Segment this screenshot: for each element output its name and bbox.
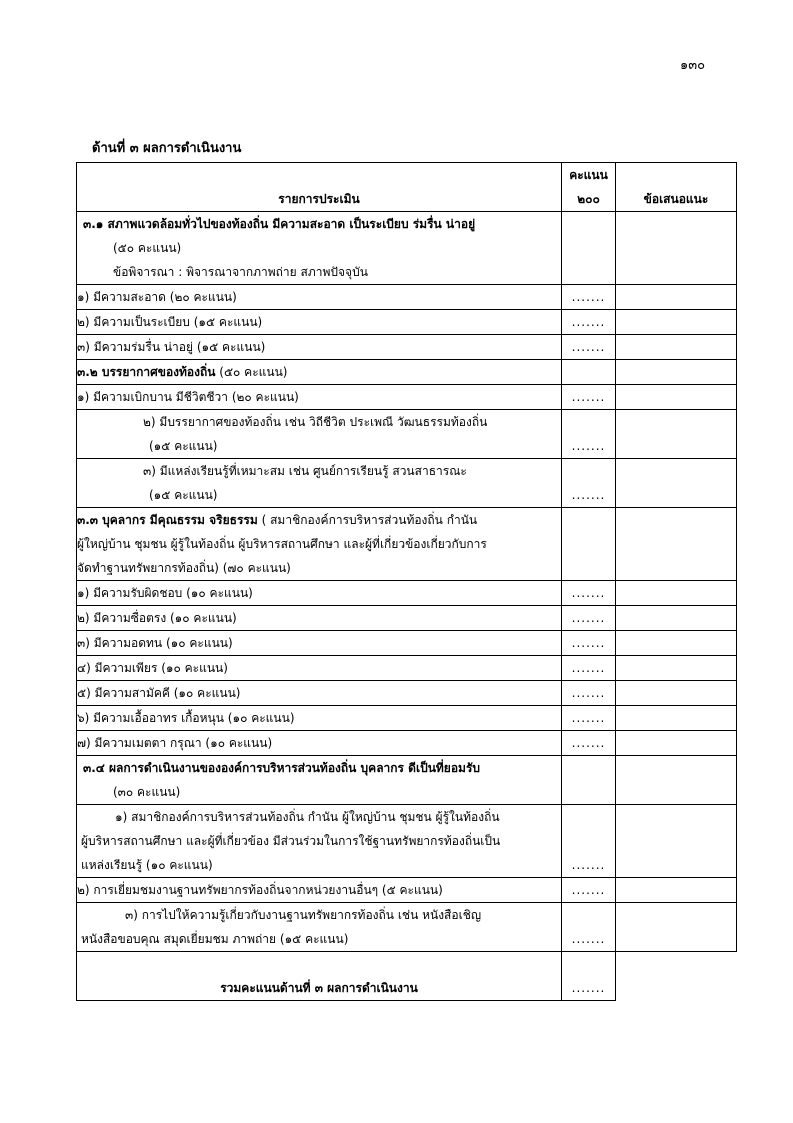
score-field[interactable]: ....... [562,805,616,878]
total-score-field[interactable]: ....... [562,952,616,1001]
table-header-row [77,163,737,212]
suggestion-field[interactable] [616,903,737,952]
header-item: รายการประเมิน [77,163,562,212]
item-line: ๓) การไปให้ความรู้เกี่ยวกับงานฐานทรัพยากรท้องถิ่น เช่น หนังสือเชิญ [125,908,482,922]
table-row [77,385,737,410]
item-line: ๒) มีบรรยากาศของท้องถิ่น เช่น วิถีชีวิต ประเพณี วัฒนธรรมท้องถิ่น [143,415,488,429]
score-field[interactable]: ....... [562,285,616,310]
item-line: หนังสือขอบคุณ สมุดเยี่ยมชม ภาพถ่าย (๑๕ คะแนน) [81,932,349,946]
suggestion-field[interactable] [616,731,737,756]
score-field[interactable]: ....... [562,581,616,606]
item-label: ๖) มีความเอื้ออาทร เกื้อหนุน (๑๐ คะแนน) [77,706,562,731]
score-field[interactable]: ....... [562,459,616,508]
section-heading: ด้านที่ ๓ ผลการดำเนินงาน [92,141,242,156]
suggestion-field[interactable] [616,606,737,631]
section-3-2-title: ๓.๒ บรรยากาศของท้องถิ่น [77,365,216,379]
header-score-total: ๒๐๐ [577,192,600,206]
table-row [77,285,737,310]
table-row [77,410,737,459]
item-label: ๒) มีความเป็นระเบียบ (๑๕ คะแนน) [77,310,562,335]
section-3-2-row [77,360,737,385]
section-3-4-title: ๓.๔ ผลการดำเนินงานขององค์การบริหารส่วนท้องถิ่น บุคลากร ดีเป็นที่ยอมรับ [83,761,481,775]
table-row [77,656,737,681]
page-number: ๑๓๐ [680,58,706,73]
score-field[interactable]: ....... [562,878,616,903]
suggestion-cell [616,756,737,805]
section-3-3-row [77,508,737,581]
suggestion-field[interactable] [616,459,737,508]
table-row [77,878,737,903]
section-3-4-cell [77,756,562,805]
header-suggestion: ข้อเสนอแนะ [616,163,737,212]
table-row [77,805,737,878]
suggestion-field[interactable] [616,581,737,606]
suggestion-field[interactable] [616,310,737,335]
suggestion-field[interactable] [616,631,737,656]
score-field[interactable]: ....... [562,385,616,410]
suggestion-cell [616,508,737,581]
item-label [77,459,562,508]
suggestion-field[interactable] [616,681,737,706]
score-cell [562,360,616,385]
section-3-3-desc: ( สมาชิกองค์การบริหารส่วนท้องถิ่น กำนัน [257,513,478,527]
section-3-3-cell [77,508,562,581]
section-3-4-row [77,756,737,805]
item-label: ๕) มีความสามัคคี (๑๐ คะแนน) [77,681,562,706]
suggestion-cell [616,360,737,385]
score-field[interactable]: ....... [562,731,616,756]
score-cell [562,212,616,285]
item-label: ๓) มีความร่มรื่น น่าอยู่ (๑๕ คะแนน) [77,335,562,360]
item-label: ๒) มีความซื่อตรง (๑๐ คะแนน) [77,606,562,631]
item-label: ๑) มีความสะอาด (๒๐ คะแนน) [77,285,562,310]
section-3-1-points: (๕๐ คะแนน) [113,241,182,255]
section-3-3-desc-line: ผู้ใหญ่บ้าน ชุมชน ผู้รู้ในท้องถิ่น ผู้บริหารสถานศึกษา และผู้ที่เกี่ยวข้องเกี่ยวกับการ [77,537,487,551]
item-label [77,410,562,459]
item-line: ๓) มีแหล่งเรียนรู้ที่เหมาะสม เช่น ศูนย์การเรียนรู้ สวนสาธารณะ [143,464,467,478]
section-3-2-points: (๕๐ คะแนน) [215,365,288,379]
item-label: ๑) มีความเบิกบาน มีชีวิตชีวา (๒๐ คะแนน) [77,385,562,410]
total-label: รวมคะแนนด้านที่ ๓ ผลการดำเนินงาน [77,952,562,1001]
total-row [77,952,737,1001]
score-field[interactable]: ....... [562,310,616,335]
table-row [77,681,737,706]
table-row [77,706,737,731]
item-line: ผู้บริหารสถานศึกษา และผู้ที่เกี่ยวข้อง มีส่วนร่วมในการใช้ฐานทรัพยากรท้องถิ่นเป็น [81,834,501,848]
item-label [77,903,562,952]
total-empty-cell [616,952,737,1001]
suggestion-field[interactable] [616,385,737,410]
item-line: แหล่งเรียนรู้ (๑๐ คะแนน) [81,858,213,872]
suggestion-field[interactable] [616,285,737,310]
item-label: ๓) มีความอดทน (๑๐ คะแนน) [77,631,562,656]
score-field[interactable]: ....... [562,903,616,952]
score-field[interactable]: ....... [562,706,616,731]
header-score [562,163,616,212]
table-row [77,631,737,656]
section-3-3-title: ๓.๓ บุคลากร มีคุณธรรม จริยธรรม [77,513,258,527]
score-field[interactable]: ....... [562,335,616,360]
table-row [77,903,737,952]
table-row [77,581,737,606]
score-field[interactable]: ....... [562,681,616,706]
item-line: ๑) สมาชิกองค์การบริหารส่วนท้องถิ่น กำนัน ผู้ใหญ่บ้าน ชุมชน ผู้รู้ในท้องถิ่น [115,810,500,824]
section-3-2-cell [77,360,562,385]
section-3-3-desc-line: จัดทำฐานทรัพยากรท้องถิ่น) (๗๐ คะแนน) [77,561,291,575]
suggestion-field[interactable] [616,656,737,681]
suggestion-cell [616,212,737,285]
item-line: (๑๕ คะแนน) [149,488,218,502]
item-label: ๗) มีความเมตตา กรุณา (๑๐ คะแนน) [77,731,562,756]
score-field[interactable]: ....... [562,656,616,681]
item-label: ๔) มีความเพียร (๑๐ คะแนน) [77,656,562,681]
item-label: ๒) การเยี่ยมชมงานฐานทรัพยากรท้องถิ่นจากหน่วยงานอื่นๆ (๕ คะแนน) [77,878,562,903]
suggestion-field[interactable] [616,410,737,459]
table-row [77,459,737,508]
table-row [77,310,737,335]
score-field[interactable]: ....... [562,606,616,631]
section-3-1-consider: ข้อพิจารณา : พิจารณาจากภาพถ่าย สภาพปัจจุบัน [113,265,368,279]
section-3-1-title: ๓.๑ สภาพแวดล้อมทั่วไปของท้องถิ่น มีความสะอาด เป็นระเบียบ ร่มรื่น น่าอยู่ [83,217,476,231]
suggestion-field[interactable] [616,706,737,731]
suggestion-field[interactable] [616,878,737,903]
score-cell [562,756,616,805]
section-3-1-row [77,212,737,285]
section-3-4-points: (๓๐ คะแนน) [113,785,181,799]
item-label: ๑) มีความรับผิดชอบ (๑๐ คะแนน) [77,581,562,606]
suggestion-field[interactable] [616,805,737,878]
table-row [77,731,737,756]
score-field[interactable]: ....... [562,410,616,459]
score-field[interactable]: ....... [562,631,616,656]
evaluation-table [76,162,737,1001]
section-3-1-cell [77,212,562,285]
item-label [77,805,562,878]
header-score-label: คะแนน [569,168,608,182]
suggestion-field[interactable] [616,335,737,360]
table-row [77,335,737,360]
item-line: (๑๕ คะแนน) [149,439,218,453]
table-row [77,606,737,631]
score-cell [562,508,616,581]
